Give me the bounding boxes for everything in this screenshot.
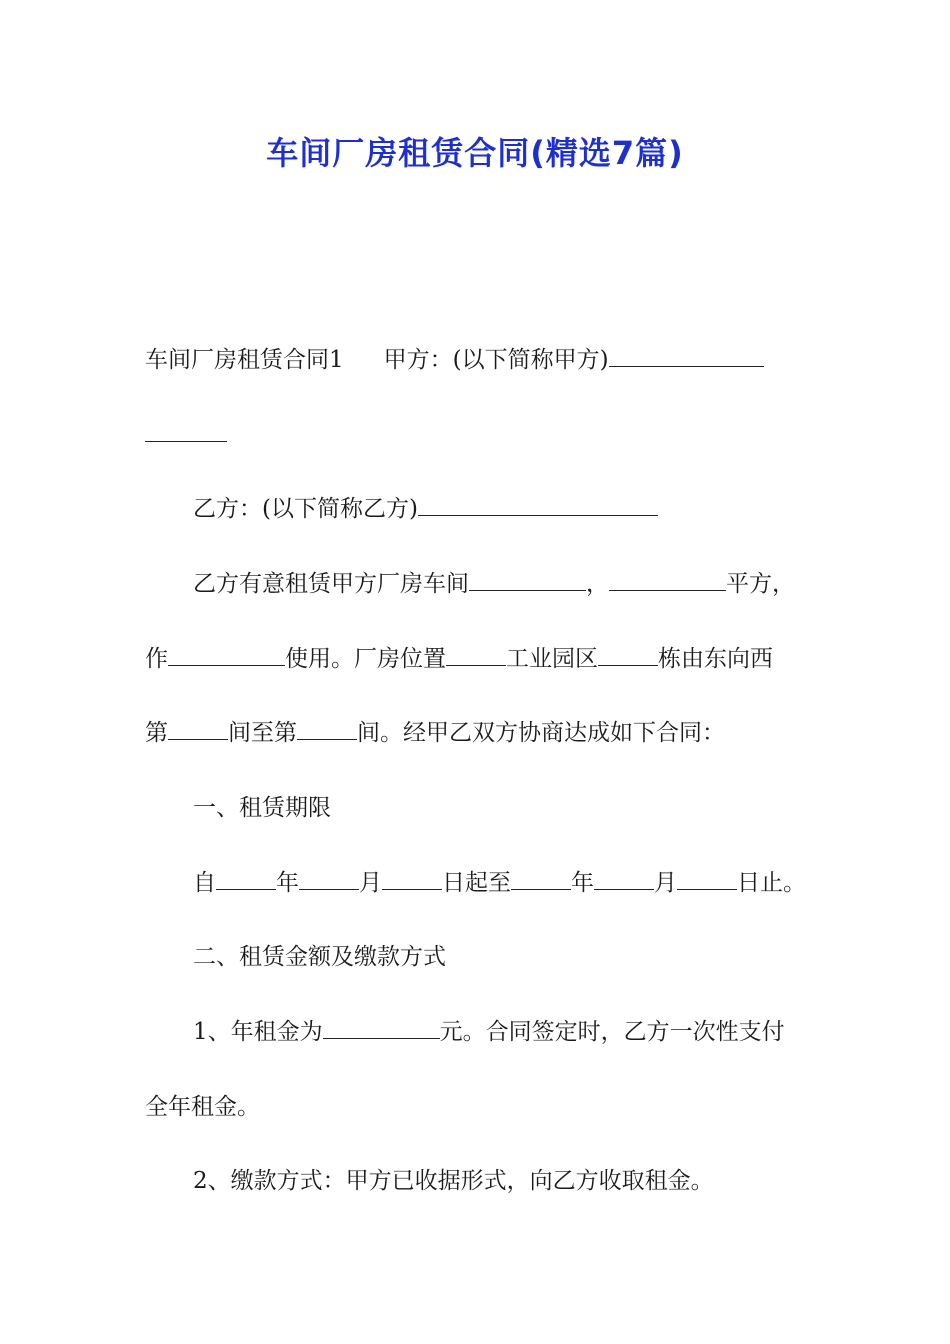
lease-period-line: 自 年 月 日起至 年 月 日止。 [193, 866, 833, 900]
rent-amount-blank [323, 1016, 440, 1039]
end-year-blank [511, 867, 571, 890]
start-year-blank [216, 867, 276, 890]
usage-location-line: 作 使用。厂房位置 工业园区 栋由东向西 [145, 642, 825, 676]
section-lease-term: 一、租赁期限 [193, 795, 331, 821]
party-b-line [193, 492, 833, 526]
party-b-blank [418, 493, 658, 516]
area-blank [609, 568, 726, 591]
start-day-blank [382, 867, 442, 890]
party-a-blank-continued [145, 418, 825, 452]
usage-blank [168, 643, 285, 666]
workshop-blank [469, 568, 586, 591]
annual-rent-line-cont: 全年租金。 [145, 1094, 260, 1120]
start-month-blank [299, 867, 359, 890]
end-day-blank [677, 867, 737, 890]
building-blank [598, 643, 658, 666]
contract-number-label: 车间厂房租赁合同1 [145, 347, 344, 373]
location-blank [446, 643, 506, 666]
room-range-line: 第 间至第 间。经甲乙双方协商达成如下合同： [145, 716, 825, 750]
lease-intent-line: 乙方有意租赁甲方厂房车间 ， 平方， [193, 567, 833, 601]
contract-heading-line [145, 343, 825, 377]
annual-rent-line: 1、年租金为 元。合同签定时，乙方一次性支付 [193, 1015, 833, 1049]
party-a-label: 甲方：(以下简称甲方) [383, 347, 609, 373]
party-b-label: 乙方：(以下简称乙方) [193, 496, 418, 522]
room-to-blank [297, 717, 357, 740]
party-a-blank-2 [145, 419, 227, 442]
room-from-blank [168, 717, 228, 740]
section-rent-payment: 二、租赁金额及缴款方式 [193, 944, 446, 970]
end-month-blank [594, 867, 654, 890]
party-a-blank [609, 344, 764, 367]
document-title: 车间厂房租赁合同(精选7篇) [266, 134, 684, 172]
payment-method-line: 2、缴款方式：甲方已收据形式，向乙方收取租金。 [193, 1168, 714, 1194]
